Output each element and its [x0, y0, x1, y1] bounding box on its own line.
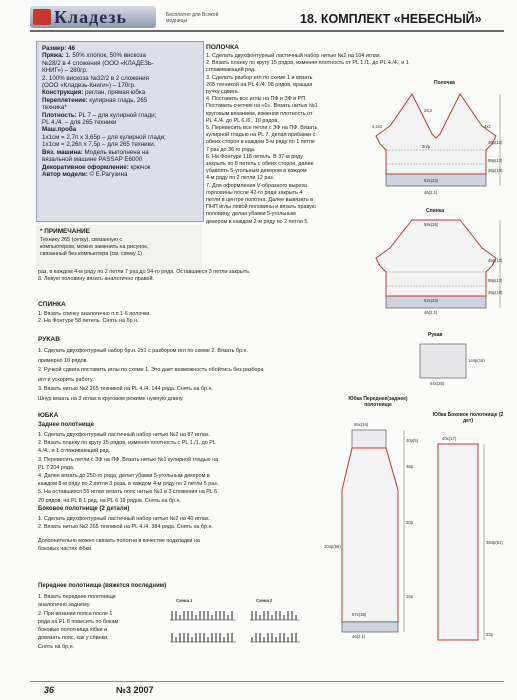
- spinka-text: [38, 311, 151, 325]
- note-heading: * ПРИМЕЧАНИЕ: [40, 228, 90, 235]
- materials-line: [42, 156, 166, 163]
- scheme-1-label: Схема 1: [176, 598, 193, 603]
- text-line: 3. Сделать разбор игл по схеме 1 и вязать: [206, 74, 313, 81]
- materials-line: [42, 126, 166, 133]
- materials-line: [42, 89, 166, 96]
- materials-value: кулирная гладь, 265: [87, 96, 148, 104]
- dimension-label: 22р: [486, 632, 493, 637]
- dimension-label: 40х(17): [442, 436, 457, 441]
- scheme-2-label: Схема 2: [256, 598, 273, 603]
- dimension-label: 26,2: [424, 108, 433, 113]
- section-heading-yubka: ЮБКА: [38, 412, 59, 419]
- materials-line: [42, 149, 166, 156]
- text-line: 20 рядов, на PL 8 1 ряд, на PL 6 19 рядов. Снять на бр.н.: [38, 497, 182, 504]
- text-line: 5. Перевесить все петли с ЗФ на ПФ. Вязать: [206, 125, 318, 132]
- subheading-front-panel: Переднее полотнище (вяжется последним): [38, 583, 167, 589]
- text-line: ПНП иглы левой половины и вязать правую: [206, 204, 316, 211]
- materials-key: Вяз. машина:: [42, 148, 83, 156]
- materials-line: [42, 75, 166, 82]
- materials-value: © Е.Рагузина: [87, 170, 128, 178]
- materials-value: PL 7 – для кулирной глади;: [76, 111, 157, 119]
- dimension-label: 4х2: [484, 124, 491, 129]
- text-line: обеих сторон в каждом 5-м ряду по 1 петле: [206, 139, 315, 146]
- text-line: половину, делая убавки 5-угольным: [206, 211, 296, 218]
- footer-divider: [30, 681, 504, 682]
- text-line: 4-м ряду по 2 петли 12 раз.: [206, 175, 275, 182]
- front-panel-text: [38, 593, 118, 651]
- materials-line: [42, 134, 166, 141]
- dimension-label: 36р(10): [488, 168, 503, 173]
- dimension-label: 49р(13): [488, 140, 503, 145]
- back-panel-text: [38, 431, 218, 505]
- polochka-text-continued: [38, 269, 251, 283]
- needle-schemes: [164, 598, 314, 650]
- text-line: кулирной гладью на PL 7, делая прибавки с: [206, 132, 316, 139]
- text-line: 1. Сделать двухфонтурный ластичный набор нитью №2 на 40 иглах.: [38, 516, 211, 522]
- text-line: горловины после 42-го ряда закрыть 4: [206, 189, 303, 196]
- dimension-label: 16р: [406, 594, 413, 599]
- text-line: аналогично заднему.: [38, 602, 91, 609]
- issue-number: №3 2007: [116, 685, 154, 695]
- dimension-label: 52х(23): [424, 178, 439, 183]
- text-line: 7. Для оформления V-образного выреза: [206, 182, 307, 189]
- materials-line: [42, 164, 166, 171]
- dimension-label: 46р: [406, 464, 413, 469]
- dimension-label: 3п/р: [422, 144, 431, 149]
- materials-value: 1. 50% хлопок, 50% вискоза: [63, 52, 146, 60]
- text-line: 7 раз до 36 го ряда.: [206, 146, 256, 153]
- note-line: связанный без компьютера (см. схему 1): [40, 251, 143, 258]
- text-line: Поставить счетчик на «0». Вязать нитью №1: [206, 103, 318, 110]
- text-line: 1. Сделать двухфонтурный ластичный набор нитью №2 на 87 иглах.: [38, 432, 211, 438]
- text-line: раз, в каждом 4-м ряду по 2 петли 7 раз до 94-го ряда. Оставшиеся 3 петли закрыть.: [38, 269, 251, 275]
- text-line: круговым вязанием, изменяя плотность от: [206, 110, 313, 117]
- text-line: 5. На оставшихся 55 иглах вязать пояс нитью №1 в 3 сложения на PL 6: [38, 489, 218, 496]
- text-line: 1. Сделать двухфонтурный набор бр.н. 2х1 с разбором игл по схеме 2. Вязать бр.н.: [38, 348, 249, 354]
- text-line: 1. Вязать переднее полотнище: [38, 594, 116, 600]
- materials-line: [42, 171, 166, 178]
- materials-key: Размер: 46: [42, 45, 75, 52]
- materials-box: [36, 41, 204, 222]
- materials-value: (ООО «Кладезь-Книги») – 170гр.: [42, 82, 136, 90]
- text-line: Снять на бр.н.: [38, 643, 75, 650]
- text-line: 2. Ручкой сдвига поставить иглы по схеме 1. Это дает возможность обойтись без разбора: [38, 367, 264, 374]
- text-line: боковые полотнища юбки и: [38, 627, 108, 634]
- section-heading-rukav: РУКАВ: [38, 336, 60, 343]
- polochka-pattern-diagram: [372, 78, 508, 200]
- skirt-front-back-label: Юбка Переднее(заднее) полотнище: [348, 396, 408, 408]
- text-line: боковых частях юбки.: [38, 546, 93, 553]
- logo-icon: [33, 9, 51, 25]
- materials-value: 2. 100% вискоза №32/2 в 2 сложения: [42, 74, 149, 82]
- materials-line: [42, 112, 166, 119]
- dimension-label: 36р(10): [488, 290, 503, 295]
- text-line: игл и ускорить работу.: [38, 376, 94, 383]
- materials-value: вязальной машине PASSAP E6000: [42, 156, 143, 164]
- note-box: [36, 225, 202, 270]
- dimension-label: 204р(56): [324, 544, 341, 549]
- materials-line: [42, 52, 166, 59]
- materials-value: 1х1см = 2,7п х 3,65р – для кулирной глади;: [42, 133, 166, 141]
- text-line: 265 техникой на PL 4./4. 98 рядов, вращая: [206, 81, 313, 88]
- materials-line: [42, 82, 166, 89]
- dimension-label: 20р: [406, 520, 413, 525]
- dimension-label: 52х(23): [424, 298, 439, 303]
- text-line: 1. Вязать спинку аналогично п.п.1-6 полочки.: [38, 311, 151, 317]
- materials-key: Плотность:: [42, 111, 77, 119]
- text-line: 4. Далее вязать до 250-го ряда, делая убавки 5-угольным декером в: [38, 473, 210, 480]
- text-line: закрыть по 6 петель с обеих сторон, далее: [206, 161, 314, 168]
- dimension-label: 384р(51): [486, 540, 503, 545]
- rukav-label: Рукав: [428, 332, 443, 338]
- subheading-side-panel: Боковое полотнище (2 детали): [38, 506, 130, 512]
- note-text: [40, 237, 148, 259]
- dimension-label: 144р(19): [468, 358, 485, 363]
- materials-key: Декоративное оформление:: [42, 163, 129, 171]
- materials-key: Конструкция:: [42, 89, 84, 97]
- materials-value: КНИГ») – 280гр.: [42, 67, 88, 75]
- text-line: каждом 8-м ряду по 2 петли 3 раза, в каждом 4-м ряду по 2 петли 5 раз.: [38, 481, 219, 488]
- lining-text: [38, 537, 200, 553]
- skirt-side-label: Юбка Боковое полотнище (2 дет): [432, 412, 504, 424]
- dimension-label: 55х(24): [354, 422, 369, 427]
- note-line: Технику 265 (сетку), связанную с: [40, 237, 123, 243]
- spinka-label: Спинка: [426, 208, 445, 214]
- dimension-label: 4,2х2: [372, 124, 383, 129]
- side-panel-text: [38, 515, 213, 531]
- dimension-label: 46(2,1): [352, 634, 366, 639]
- materials-key: Автор модели:: [42, 170, 88, 178]
- materials-line: [42, 97, 166, 104]
- section-heading-spinka: СПИНКА: [38, 301, 66, 308]
- section-heading-polochka: ПОЛОЧКА: [206, 44, 239, 51]
- text-line: убавлять 5-угольным декером в каждом: [206, 168, 307, 175]
- materials-list: [42, 45, 166, 178]
- dimension-label: 49р(13): [488, 258, 503, 263]
- dimension-label: 98р(13): [488, 158, 503, 163]
- materials-value: №28/2 в 4 сложения (ООО «КЛАДЕЗЬ-: [42, 59, 154, 67]
- materials-line: [42, 67, 166, 74]
- materials-value: крючок: [128, 163, 151, 171]
- dimension-label: 40р(5): [406, 438, 419, 443]
- skirt-side-pattern-diagram: [428, 410, 508, 650]
- materials-line: [42, 60, 166, 67]
- dimension-label: 46(2,1): [424, 310, 438, 315]
- text-line: довязать пояс, как у спинки.: [38, 635, 109, 642]
- skirt-front-back-pattern-diagram: [322, 394, 426, 644]
- materials-line: [42, 141, 166, 148]
- text-line: 2. Вязать планку по кругу 15 рядов, изменяя плотность от PL 1./1. до PL 4./4., и 1: [206, 60, 409, 67]
- text-line: 2. Вязать нитью №2 265 техникой на PL 4./4. 384 ряда. Снять на бр.н.: [38, 524, 213, 531]
- text-line: Дополнительно можно связать полотна в качестве подкладки на: [38, 538, 200, 544]
- logo-subtitle: Бесплатно для Всякой модницы: [166, 12, 219, 24]
- dimension-label: 98р(13): [488, 278, 503, 283]
- text-line: PL 4./4. до PL 6./6., 10 рядов.: [206, 117, 279, 124]
- text-line: 2. При вязании пояса после 1: [38, 610, 113, 617]
- materials-value: 1х1см = 2,26п х 7,5р – для 265 техники.: [42, 141, 156, 149]
- rukav-pattern-diagram: [408, 330, 488, 390]
- text-line: 3. Перевесить петли с ЗФ на ПФ. Вязать нитью №1 кулирной гладью на: [38, 456, 219, 463]
- text-line: Шнур вязать на 3 иглах в круговом режиме нужную длину.: [38, 395, 184, 402]
- dimension-label: 87х(38): [352, 612, 367, 617]
- note-line: компьютером, можно заменить на рисунок,: [40, 244, 149, 251]
- text-line: 1. Сделать двухфонтурный ластичный набор нитью №2 на 104 иглах.: [206, 53, 382, 59]
- magazine-logo: Кладезь: [30, 6, 156, 28]
- text-line: ряда на PL 8 повесить по бокам: [38, 618, 119, 625]
- text-line: 3. Вязать нитью №2 265 техникой на PL 4./4. 144 ряда. Снять на бр.н.: [38, 386, 213, 393]
- text-line: примерно 10 рядов.: [38, 357, 88, 364]
- polochka-label: Полочка: [434, 80, 455, 86]
- text-line: 2. На Фонтуре 58 петель. Снять на бр.н.: [38, 318, 139, 325]
- text-line: 6. На Фонтуре 118 петель. В 37-м ряду: [206, 153, 303, 160]
- dimension-label: 64х(28): [430, 381, 445, 386]
- subheading-back-panel: Заднее полотнище: [38, 422, 94, 428]
- materials-value: Модель выполнена на: [82, 148, 149, 156]
- header-divider: [30, 30, 504, 32]
- dimension-label: 46(2,1): [424, 190, 438, 195]
- materials-line: [42, 119, 166, 126]
- text-line: 4./4., и 1 сглаживающий ряд.: [38, 448, 111, 455]
- text-line: петли в центре полотна. Далее вывязать в: [206, 197, 314, 204]
- dimension-label: 58х(25): [424, 222, 439, 227]
- text-line: ручку сдвига.: [206, 89, 240, 96]
- materials-value: PL 4./4. – для 265 техники: [42, 119, 117, 127]
- rukav-text: [38, 347, 264, 405]
- text-line: сглаживающий ряд.: [206, 67, 256, 74]
- top-bar: [0, 0, 517, 30]
- materials-line: [42, 104, 166, 111]
- text-line: декером в каждом 2-м ряду по 2 петли 5: [206, 218, 308, 225]
- materials-key: Маш.проба: [42, 126, 77, 134]
- text-line: 4. Поставить все иглы на ПФ и ЗФ в РП.: [206, 96, 307, 103]
- text-line: 8. Левую половину вязать аналогично правой.: [38, 276, 155, 283]
- spinka-pattern-diagram: [372, 206, 508, 322]
- materials-value: техника*: [42, 104, 67, 112]
- page-number: 36: [44, 685, 55, 695]
- materials-value: реглан, прямая юбка: [83, 89, 146, 97]
- text-line: 2. Вязать планку по кругу 15 рядов, изменяя плотность с PL 1./1. до PL: [38, 440, 216, 447]
- materials-key: Пряжа:: [42, 52, 64, 60]
- materials-key: Переплетение:: [42, 96, 88, 104]
- materials-line: [42, 45, 166, 52]
- page-title: 18. КОМПЛЕКТ «НЕБЕСНЫЙ»: [300, 12, 482, 26]
- text-line: PL 7 204 ряда.: [38, 464, 75, 471]
